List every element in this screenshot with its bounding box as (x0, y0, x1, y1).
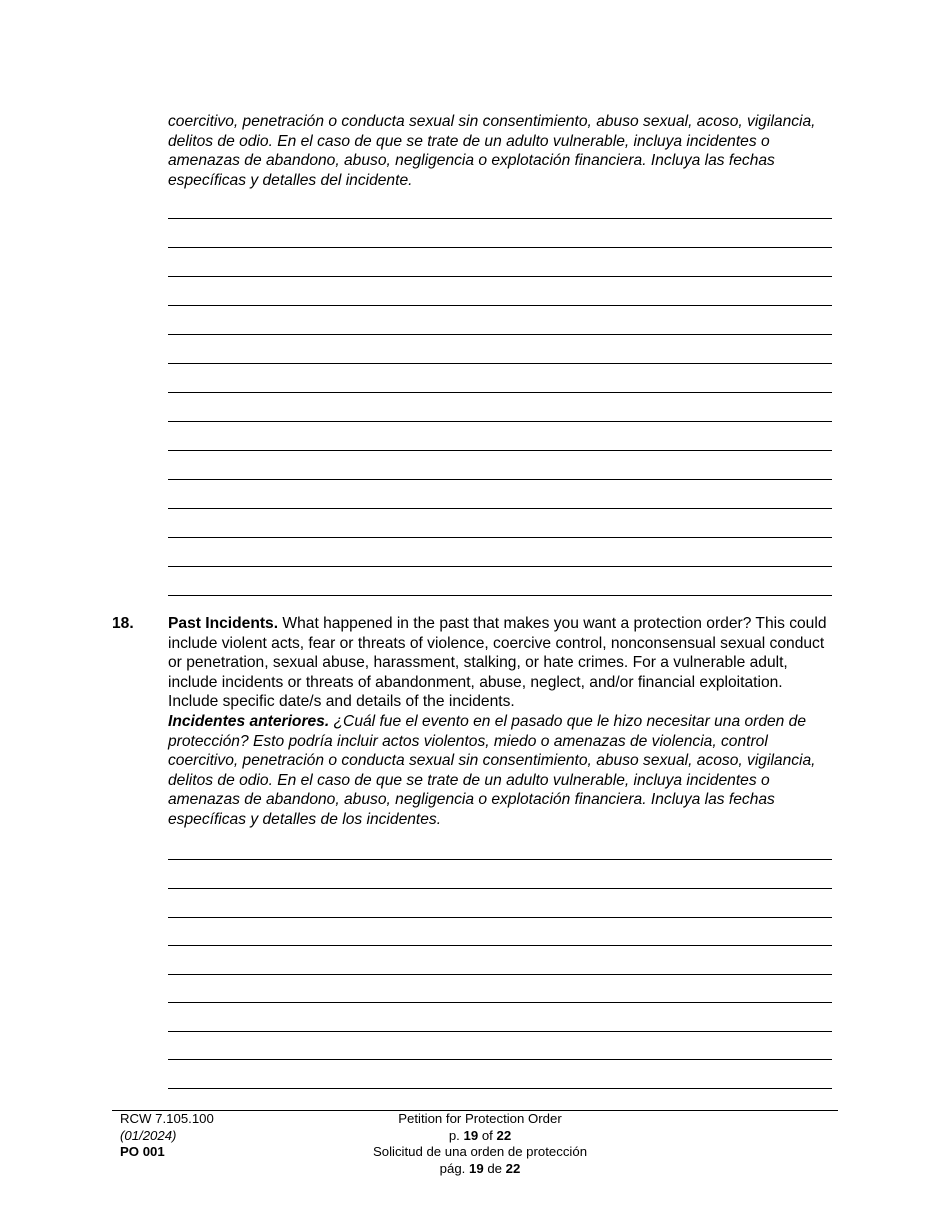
answer-line[interactable] (168, 1059, 832, 1060)
answer-line[interactable] (168, 945, 832, 946)
section-18-title-es: Incidentes anteriores. (168, 713, 330, 730)
section-18-spanish (168, 712, 832, 830)
section-18-title-en: Past Incidents. (168, 615, 279, 632)
answer-line[interactable] (168, 974, 832, 975)
answer-line[interactable] (168, 888, 832, 889)
footer-center (320, 1111, 640, 1177)
footer-date: (01/2024) (120, 1127, 177, 1143)
footer-title-es: Solicitud de una orden de protección (372, 1144, 588, 1159)
answer-line[interactable] (168, 1031, 832, 1032)
answer-line[interactable] (168, 566, 832, 567)
answer-line[interactable] (168, 859, 832, 860)
answer-line[interactable] (168, 479, 832, 480)
answer-line[interactable] (168, 247, 832, 248)
section-18-number: 18. (112, 615, 134, 632)
answer-line[interactable] (168, 917, 832, 918)
answer-line[interactable] (168, 450, 832, 451)
answer-line[interactable] (168, 1002, 832, 1003)
answer-line[interactable] (168, 537, 832, 538)
footer-form-code: PO 001 (120, 1144, 165, 1159)
answer-line[interactable] (168, 305, 832, 306)
section-18-body-en: What happened in the past that makes you want a protection order? This could include violent acts, fear or threats of violence, coercive control, nonconsensual sexual conduct or penetration, sexual abuse, harassment, stalking, or hate crimes. For a vulnerable adult, include incidents or threats of abandonment, abuse, neglect, and/or financial exploitation. Include specific date/s and details of the incidents. (168, 615, 827, 711)
footer-left (120, 1111, 214, 1161)
answer-line[interactable] (168, 276, 832, 277)
answer-line[interactable] (168, 218, 832, 219)
answer-line[interactable] (168, 334, 832, 335)
answer-line[interactable] (168, 363, 832, 364)
answer-line[interactable] (168, 392, 832, 393)
answer-line[interactable] (168, 421, 832, 422)
footer-title-en: Petition for Protection Order (398, 1111, 562, 1126)
answer-line[interactable] (168, 595, 832, 596)
section-18-english (168, 614, 832, 712)
footer-page-en: p. 19 of 22 (448, 1127, 512, 1143)
answer-line[interactable] (168, 508, 832, 509)
footer-rcw: RCW 7.105.100 (120, 1111, 214, 1126)
intro-spanish-text: coercitivo, penetración o conducta sexual sin consentimiento, abuso sexual, acoso, vigilancia, delitos de odio. En el caso de que se trate de un adulto vulnerable, incluya incidentes o amenazas de abandono, abuso, negligencia o explotación financiera. Incluya las fechas específicas y detalles del incidente. (168, 113, 816, 189)
footer-page-es: pág. 19 de 22 (439, 1160, 521, 1176)
answer-line[interactable] (168, 1088, 832, 1089)
section-18-body-es: ¿Cuál fue el evento en el pasado que le hizo necesitar una orden de protección? Esto podría incluir actos violentos, miedo o amenazas de violencia, control coercitivo, penetración o conducta sexual sin consentimiento, abuso sexual, acoso, vigilancia, delitos de odio. En el caso de que se trate de un adulto vulnerable, incluya incidentes o amenazas de abandono, abuso, negligencia o explotación financiera. Incluya las fechas específicas y detalles de los incidentes. (168, 713, 816, 828)
